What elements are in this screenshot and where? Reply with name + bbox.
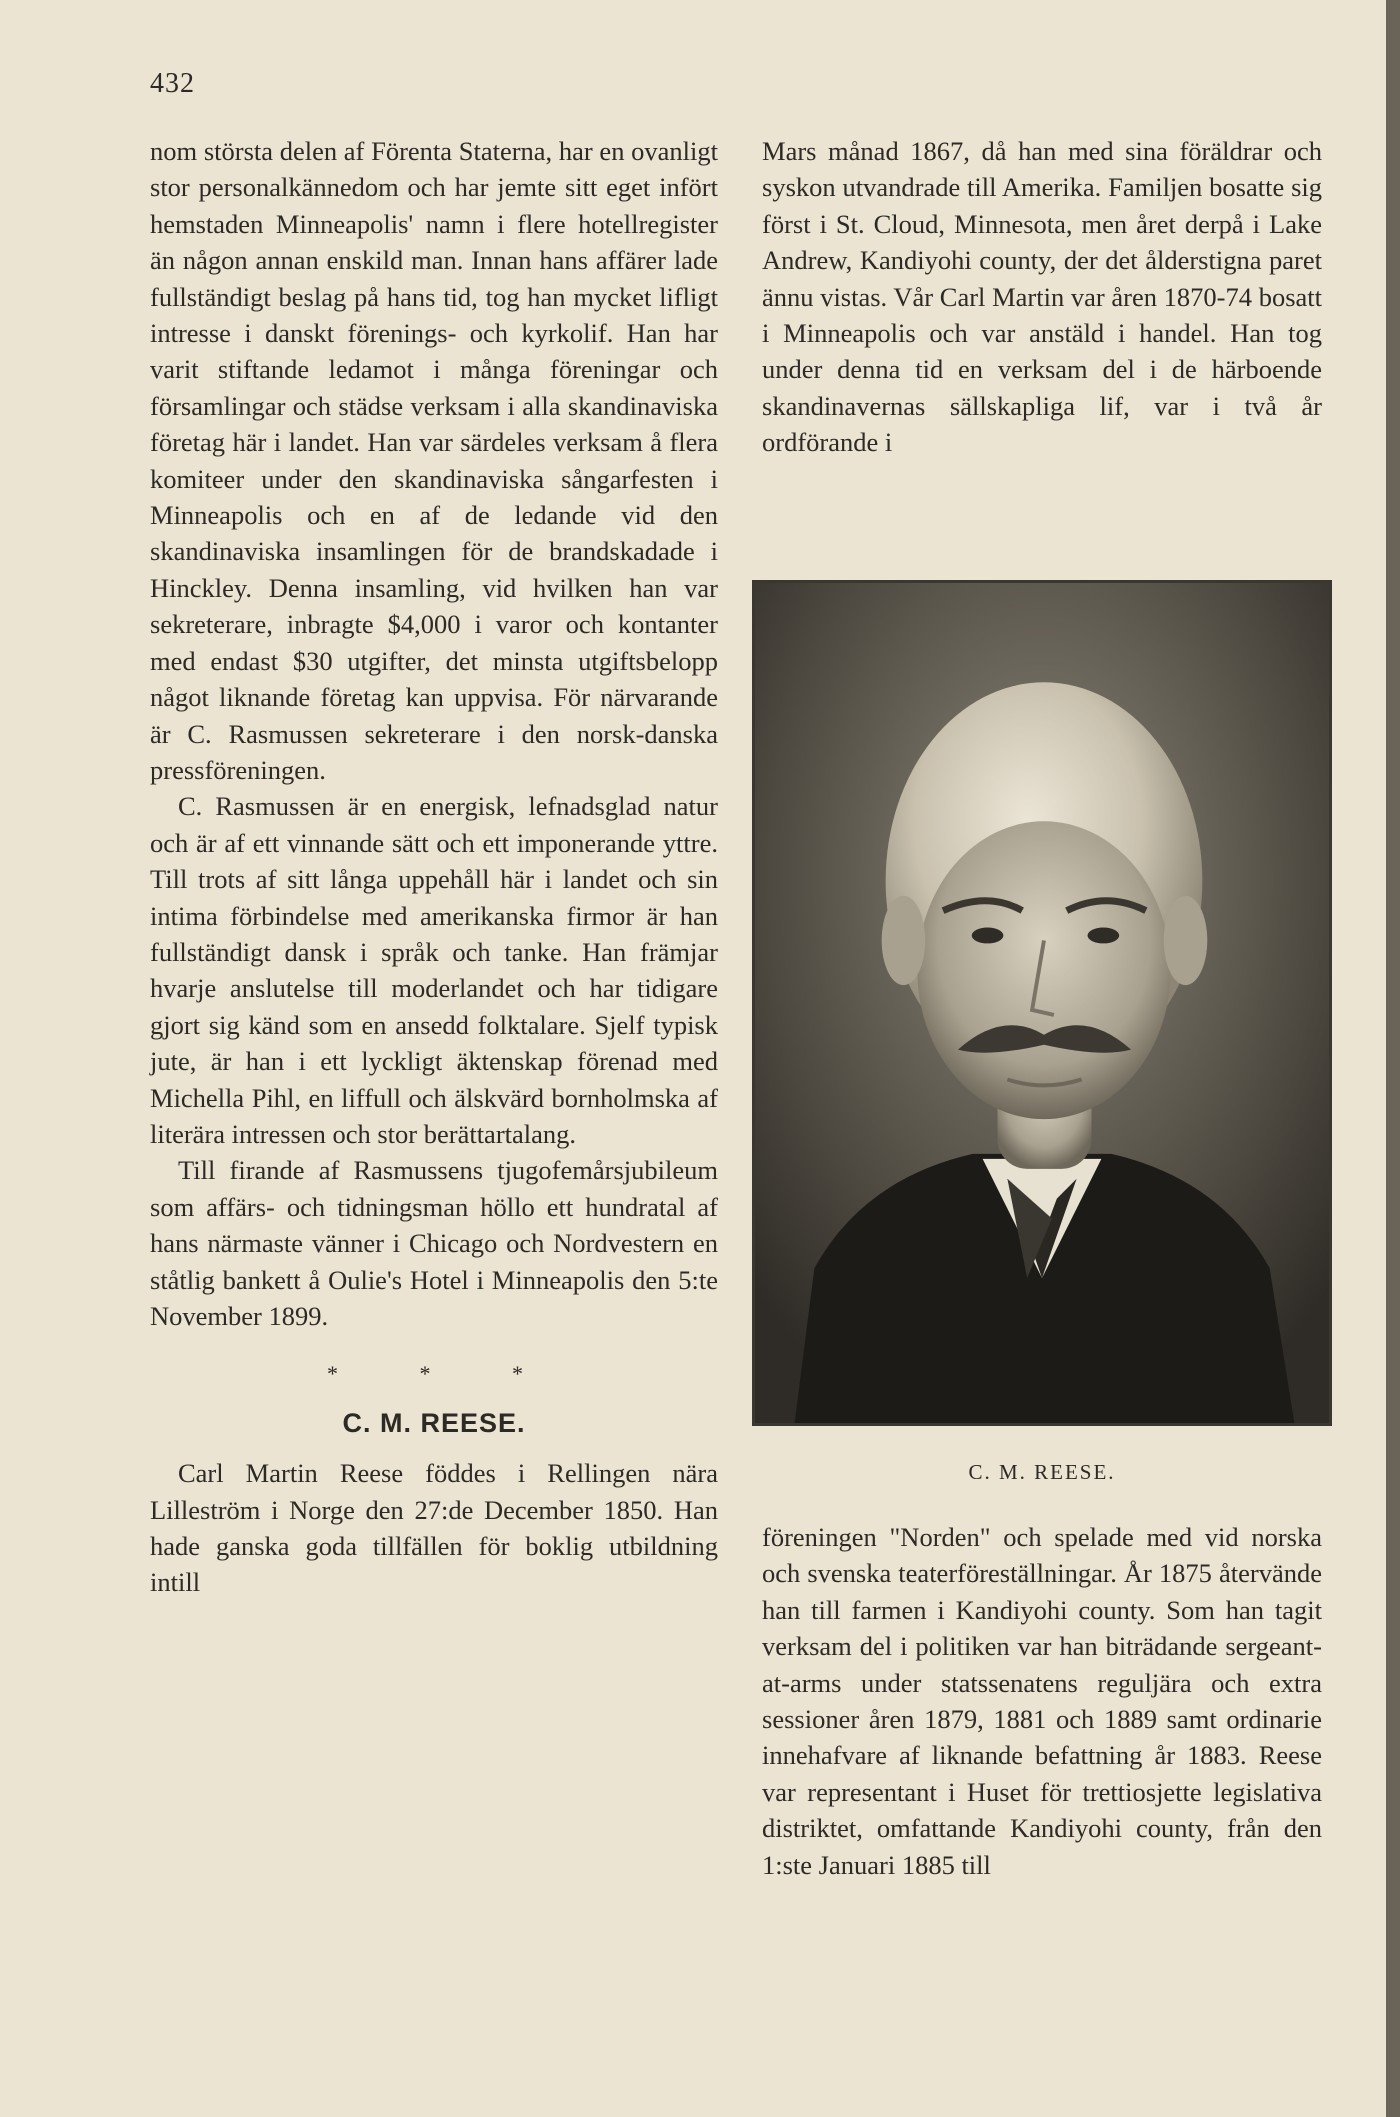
paragraph: nom största delen af Förenta Staterna, har en ovanligt stor personalkännedom och har jemte sitt eget infört hemstaden Minneapolis' namn i flere hotellregister än någon annan enskild man. Innan hans affärer lade fullständigt beslag på hans tid, tog han mycket lifligt intresse i danskt förenings- och kyrkolif. Han har varit stiftande ledamot i många föreningar och församlingar och städse verksam i alla skandinaviska företag här i landet. Han var särdeles verksam å flera komiteer under den skandinaviska sångarfesten i Minneapolis och en af de ledande vid den skandinaviska insamlingen för de brandskadade i Hinckley. Denna insamling, vid hvilken han var sekreterare, inbragte $4,000 i varor och kontanter med endast $30 utgifter, det minsta utgiftsbelopp något liknande företag kan uppvisa. För närvarande är C. Rasmussen sekreterare i den norsk-danska pressföreningen. [150,136,718,785]
page-number: 432 [150,68,195,99]
left-column [150,133,718,1601]
portrait-image [755,583,1329,1423]
section-heading: C. M. REESE. [342,1407,526,1438]
page-edge [1386,0,1400,2117]
paragraph: Till firande af Rasmussens tjugofemårsjubileum som affärs- och tidningsman höllo ett hundratal af hans närmaste vänner i Chicago och Nordvestern en ståtlig bankett å Oulie's Hotel i Minneapolis den 5:te November 1899. [150,1155,718,1331]
paragraph: Carl Martin Reese föddes i Rellingen nära Lilleström i Norge den 27:de December 1850. Han hade ganska goda tillfällen för boklig utbildning intill [150,1458,718,1598]
portrait-caption: C. M. REESE. [968,1460,1116,1484]
paragraph: föreningen "Norden" och spelade med vid norska och svenska teaterföreställningar. År 1875 återvände han till farmen i Kandiyohi county. Som han tagit verksam del i politiken var han biträdande sergeant-at-arms under statssenatens reguljära och extra sessioner åren 1879, 1881 och 1889 samt ordinarie innehafvare af liknande befattning år 1883. Reese var representant i Huset för trettiosjette legislativa distriktet, omfattande Kandiyohi county, från den 1:ste Januari 1885 till [762,1522,1322,1880]
portrait-photo [752,580,1332,1426]
paragraph: Mars månad 1867, då han med sina föräldrar och syskon utvandrade till Amerika. Familjen bosatte sig först i St. Cloud, Minnesota, men året derpå i Lake Andrew, Kandiyohi county, der det ålderstigna paret ännu vistas. Vår Carl Martin var åren 1870-74 bosatt i Minneapolis och var anstäld i handel. Han tog under denna tid en verksam del i de härboende skandinavernas sällskapliga lif, var i två år ordförande i [762,136,1322,458]
right-column-bottom [762,1519,1322,1883]
paragraph: C. Rasmussen är en energisk, lefnadsglad natur och är af ett vinnande sätt och ett imponerande yttre. Till trots af sitt långa uppehåll här i landet och sin intima förbindelse med amerikanska firmor är han fullständigt dansk i språk och tanke. Han främjar hvarje anslutelse till moderlandet och har tidigare gjort sig känd som en ansedd folktalare. Sjelf typisk jute, är han i ett lyckligt äktenskap förenad med Michella Pihl, en liffull och älskvärd bornholmska af literära intressen och stor berättartalang. [150,791,718,1149]
right-column-top [762,133,1322,461]
section-divider: * * * [327,1361,561,1387]
